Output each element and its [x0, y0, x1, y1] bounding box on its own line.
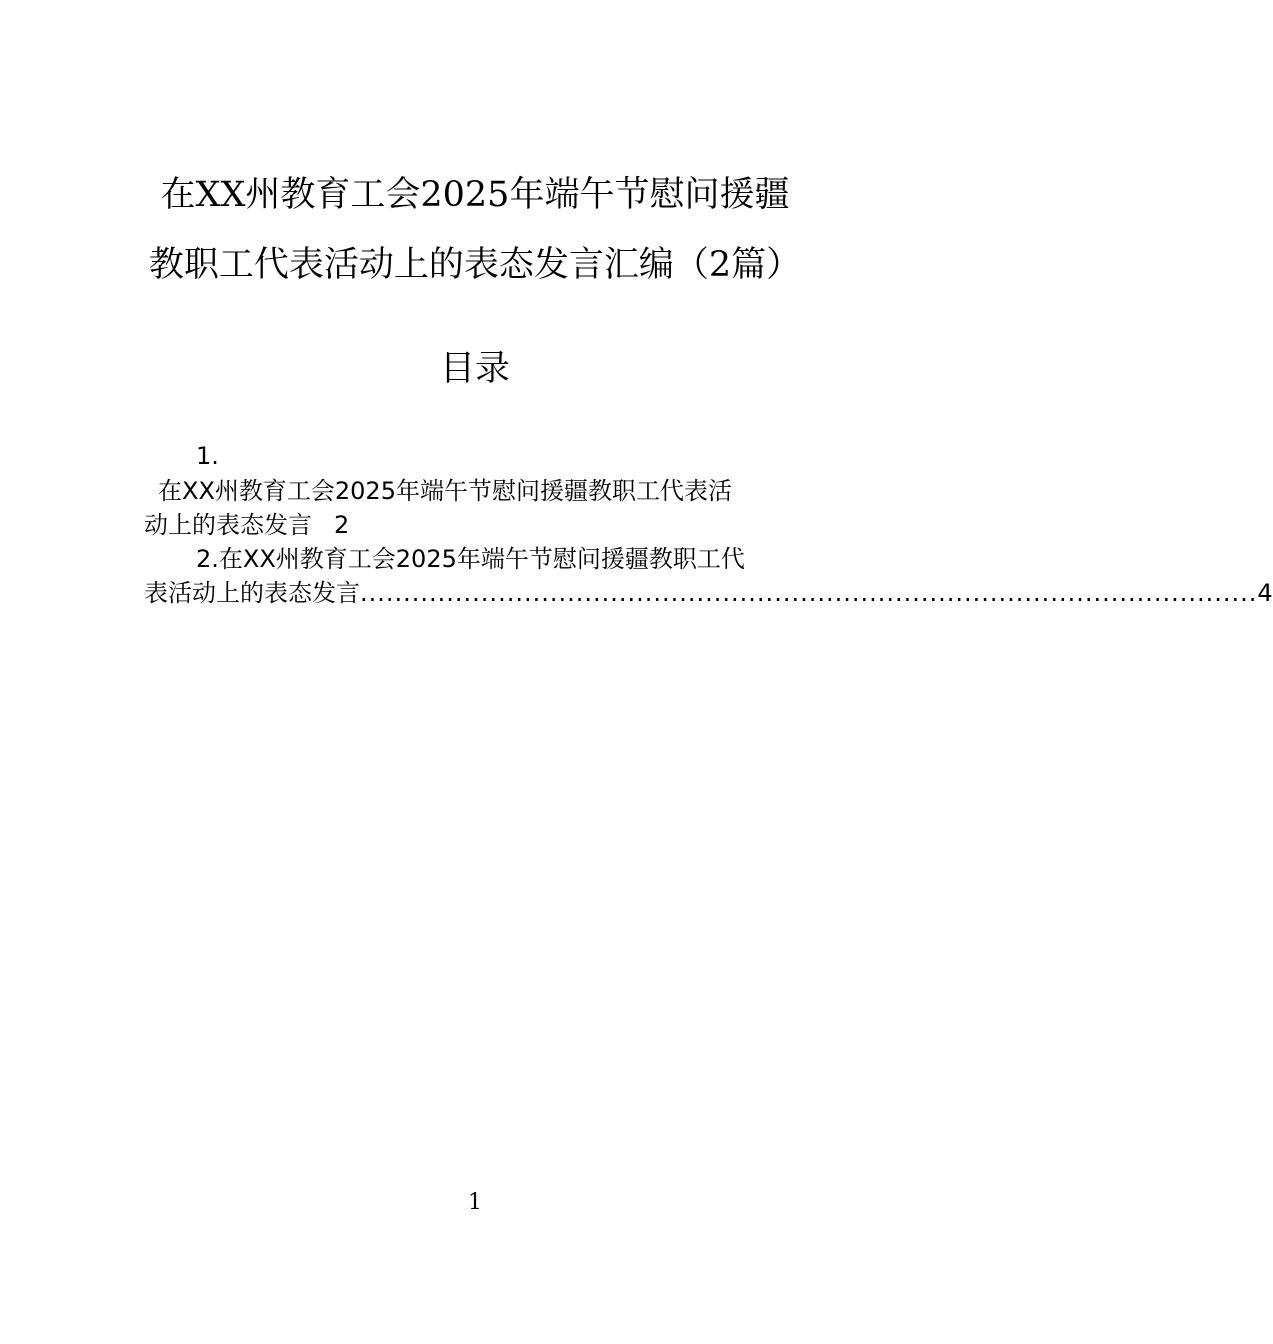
document-title-line-1: 在XX州教育工会2025年端午节慰问援疆: [160, 175, 790, 215]
toc-entry-2-text: 表活动上的表态发言: [144, 579, 360, 607]
toc-entry-1-text: 动上的表态发言: [144, 511, 312, 539]
toc-entry-1-number[interactable]: 1.: [196, 442, 219, 470]
toc-heading: 目录: [439, 349, 510, 389]
toc-entry-2-text-line-1[interactable]: 2.在XX州教育工会2025年端午节慰问援疆教职工代: [196, 545, 745, 573]
toc-entry-2-dot-leader: ........................................................................................................: [360, 579, 1258, 607]
toc-entry-2-page-number: 4: [1257, 579, 1273, 607]
toc-entry-1-text-line-1[interactable]: 在XX州教育工会2025年端午节慰问援疆教职工代表活: [158, 477, 732, 505]
toc-entry-2-text-line-2[interactable]: [144, 577, 1273, 609]
page-number: 1: [468, 1190, 482, 1215]
toc-entry-1-text-line-2[interactable]: [144, 509, 349, 541]
toc-entry-1-page-number: 2: [334, 511, 350, 539]
document-title-line-2: 教职工代表活动上的表态发言汇编（2篇）: [148, 245, 802, 285]
